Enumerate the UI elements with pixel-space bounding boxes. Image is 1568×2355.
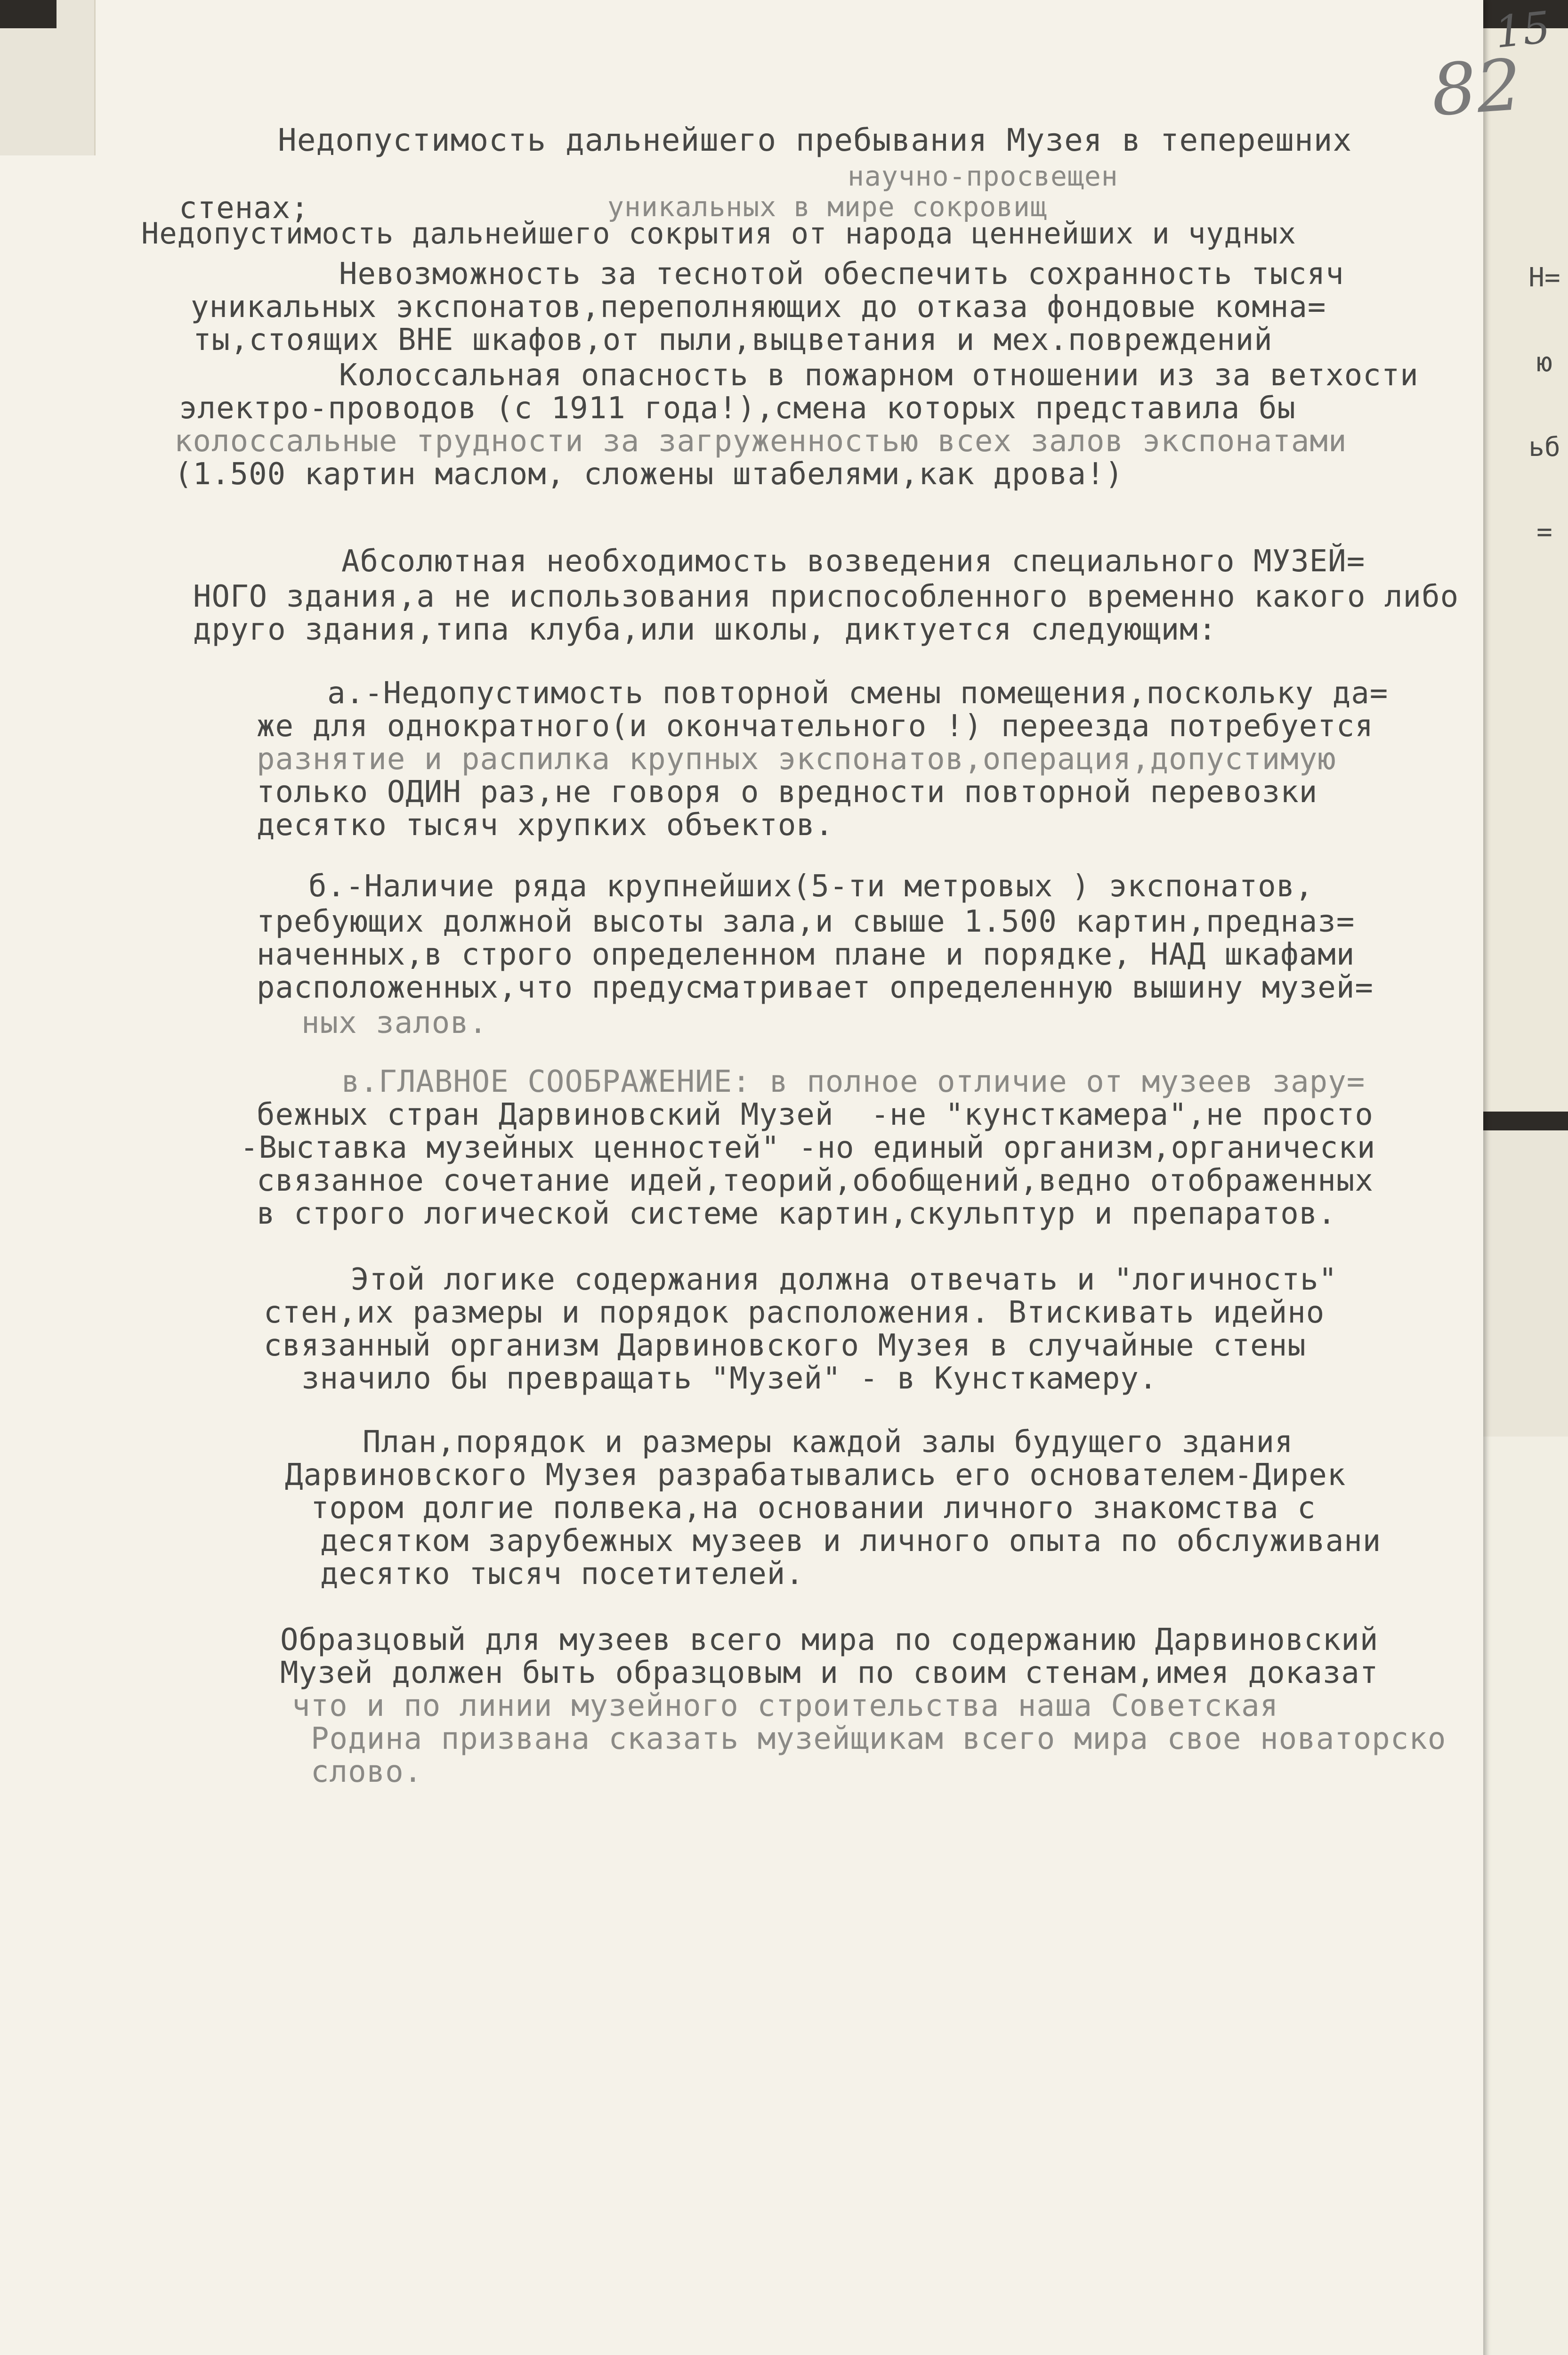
point-v-line-5: в строго логической системе картин,скульптур и препаратов. xyxy=(257,1196,1336,1231)
point-a-line-1: а.-Недопустимость повторной смены помещения,поскольку да= xyxy=(327,676,1389,711)
plan-line-5: десятко тысяч посетителей. xyxy=(320,1557,804,1592)
logic-line-3: связанный организм Дарвиновского Музея в случайные стены xyxy=(264,1328,1306,1363)
intro-line-6: колоссальные трудности за загруженностью всех залов экспонатами xyxy=(174,424,1347,459)
plan-line-3: тором долгие полвека,на основании личного знакомства с xyxy=(311,1491,1316,1526)
archive-sheet-number: 15 xyxy=(1492,2,1553,58)
page-corner xyxy=(0,0,57,28)
point-a-line-3: разнятие и распилка крупных экспонатов,операция,допустимую xyxy=(257,742,1336,777)
title-line-2: научно-просвещен xyxy=(848,160,1118,192)
intro-line-7: (1.500 картин маслом, сложены штабелями,как дрова!) xyxy=(174,457,1124,492)
margin-char: ьб xyxy=(1528,432,1560,463)
intro-line-5: электро-проводов (с 1911 года!),смена которых представила бы xyxy=(179,391,1296,426)
point-v-line-1: в.ГЛАВНОЕ СООБРАЖЕНИЕ: в полное отличие от музеев зару= xyxy=(341,1064,1366,1099)
margin-char: Н= xyxy=(1528,262,1560,293)
margin-char: ю xyxy=(1536,347,1552,378)
point-b-line-3: наченных,в строго определенном плане и порядке, НАД шкафами xyxy=(257,937,1355,972)
closing-line-1: Образцовый для музеев всего мира по содержанию Дарвиновский xyxy=(280,1623,1379,1657)
intro-line-1: Невозможность за теснотой обеспечить сохранность тысяч xyxy=(339,257,1344,292)
intro-line-4: Колоссальная опасность в пожарном отношении из за ветхости xyxy=(339,358,1419,393)
title-line-1: Недопустимость дальнейшего пребывания Музея в теперешних xyxy=(278,122,1352,158)
closing-line-4: Родина призвана сказать музейщикам всего мира свое новаторско xyxy=(311,1722,1447,1756)
closing-line-2: Музей должен быть образцовым и по своим стенам,имея доказат xyxy=(280,1656,1379,1690)
handwritten-page-number: 82 xyxy=(1429,44,1524,132)
point-a-line-5: десятко тысяч хрупких объектов. xyxy=(257,808,834,843)
plan-line-2: Дарвиновского Музея разрабатывались его основателем-Дирек xyxy=(285,1458,1346,1493)
point-b-line-1: б.-Наличие ряда крупнейших(5-ти метровых ) экспонатов, xyxy=(308,869,1314,904)
point-b-line-5: ных залов. xyxy=(301,1006,488,1040)
point-a-line-2: же для однократного(и окончательного !) переезда потребуется xyxy=(257,709,1374,744)
point-b-line-4: расположенных,что предусматривает определенную вышину музей= xyxy=(257,970,1374,1005)
margin-char: = xyxy=(1536,517,1552,547)
intro-line-3: ты,стоящих ВНЕ шкафов,от пыли,выцветания и мех.повреждений xyxy=(193,323,1273,357)
point-v-line-3: -Выставка музейных ценностей" -но единый организм,органически xyxy=(240,1130,1376,1165)
logic-line-1: Этой логике содержания должна отвечать и "логичность" xyxy=(351,1262,1338,1297)
title-line-5: Недопустимость дальнейшего сокрытия от народа ценнейших и чудных xyxy=(141,216,1296,251)
point-v-line-4: связанное сочетание идей,теорий,обобщений,ведно отображенных xyxy=(257,1163,1374,1198)
title-line-4: уникальных в мире сокровищ xyxy=(607,191,1047,223)
plan-line-1: План,порядок и размеры каждой залы будущего здания xyxy=(363,1425,1293,1460)
title-line-3: стенах; xyxy=(179,191,309,226)
logic-line-2: стен,их размеры и порядок расположения. Втискивать идейно xyxy=(264,1295,1325,1330)
necessity-line-1: Абсолютная необходимость возведения специального МУЗЕЙ= xyxy=(341,544,1366,579)
intro-line-2: уникальных экспонатов,переполняющих до отказа фондовые комна= xyxy=(191,290,1326,325)
plan-line-4: десятком зарубежных музеев и личного опыта по обслуживани xyxy=(320,1524,1382,1559)
point-v-line-2: бежных стран Дарвиновский Музей -не "кунсткамера",не просто xyxy=(257,1097,1374,1132)
point-a-line-4: только ОДИН раз,не говоря о вредности повторной перевозки xyxy=(257,775,1318,810)
necessity-line-3: друго здания,типа клуба,или школы, диктуется следующим: xyxy=(193,612,1217,647)
point-b-line-2: требующих должной высоты зала,и свыше 1.500 картин,предназ= xyxy=(257,904,1355,939)
closing-line-3: что и по линии музейного строительства наша Советская xyxy=(292,1689,1279,1723)
necessity-line-2: НОГО здания,а не использования приспособленного временно какого либо xyxy=(193,579,1459,614)
underlying-margin-text xyxy=(1526,236,1563,575)
logic-line-4: значило бы превращать "Музей" - в Кунсткамеру. xyxy=(301,1361,1158,1396)
closing-line-5: слово. xyxy=(311,1754,423,1789)
